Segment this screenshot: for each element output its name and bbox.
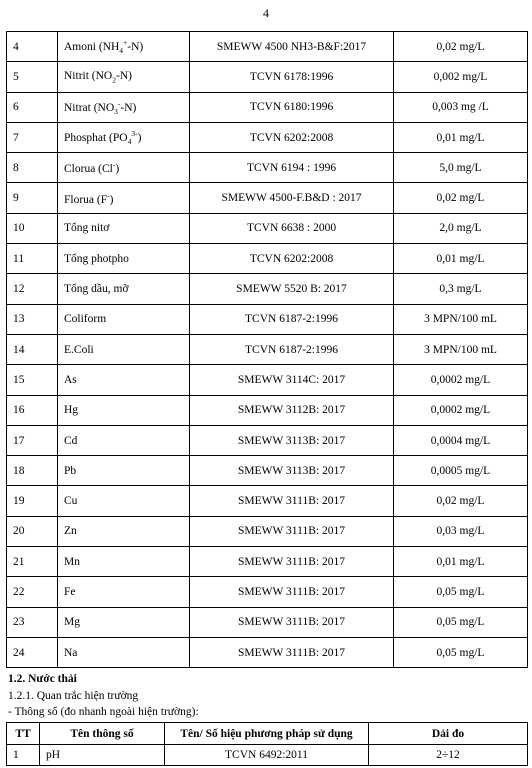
row-number: 13 xyxy=(7,304,58,334)
section-subheading: 1.2.1. Quan trắc hiện trường xyxy=(8,690,139,702)
table-row xyxy=(7,516,528,546)
row-number: 12 xyxy=(7,274,58,304)
row-range: 0,02 mg/L xyxy=(394,183,528,213)
row-range: 0,01 mg/L xyxy=(394,122,528,152)
row-parameter: Nitrit $(NO_2-N)$ xyxy=(58,62,190,92)
row-parameter: Tổng nitơ xyxy=(58,213,190,243)
table-row xyxy=(7,456,528,486)
table-row xyxy=(7,92,528,122)
row-method: SMEWW 3114C: 2017 xyxy=(190,365,394,395)
row-method: TCVN 6187-2:1996 xyxy=(190,304,394,334)
row-parameter: Phosphat $(PO_4^{3-})$ xyxy=(58,122,190,152)
table-row xyxy=(7,32,528,62)
table-row xyxy=(7,577,528,607)
row-range: 0,05 mg/L xyxy=(394,577,528,607)
row-range: 0,003 mg /L xyxy=(394,92,528,122)
row-range: 3 MPN/100 mL xyxy=(394,334,528,364)
row-parameter: Zn xyxy=(58,516,190,546)
row-method: SMEWW 3112B: 2017 xyxy=(190,395,394,425)
table-row xyxy=(7,213,528,243)
row-number: 21 xyxy=(7,547,58,577)
row-range: 0,0002 mg/L xyxy=(394,395,528,425)
row-parameter: Tổng dầu, mỡ xyxy=(58,274,190,304)
row-parameter: Hg xyxy=(58,395,190,425)
table-row xyxy=(7,183,528,213)
row-parameter: Tổng photpho xyxy=(58,244,190,274)
row-number: 19 xyxy=(7,486,58,516)
row-method: TCVN 6180:1996 xyxy=(190,92,394,122)
row-range: 0,02 mg/L xyxy=(394,486,528,516)
methods-table xyxy=(6,31,528,668)
table-row xyxy=(7,607,528,637)
table-row xyxy=(7,153,528,183)
row-number: 10 xyxy=(7,213,58,243)
table-row xyxy=(7,334,528,364)
row-method: TCVN 6202:2008 xyxy=(190,122,394,152)
row-method: SMEWW 4500-F.B&D : 2017 xyxy=(190,183,394,213)
section-heading: 1.2. Nước thải xyxy=(8,673,77,685)
row-range: 0,05 mg/L xyxy=(394,637,528,667)
row-method: SMEWW 3111B: 2017 xyxy=(190,607,394,637)
row-parameter: Fe xyxy=(58,577,190,607)
row-parameter: Pb xyxy=(58,456,190,486)
row-parameter: Cu xyxy=(58,486,190,516)
table-row xyxy=(7,637,528,667)
row-number: 4 xyxy=(7,32,58,62)
table-row xyxy=(7,62,528,92)
row-method: SMEWW 4500 NH3-B&F:2017 xyxy=(190,32,394,62)
row-parameter: Nitrat $(NO_3^--N)$ xyxy=(58,92,190,122)
row-parameter: Na xyxy=(58,637,190,667)
header-range: Dải đo xyxy=(369,723,528,745)
row-range: 0,0005 mg/L xyxy=(394,456,528,486)
row-method: TCVN 6187-2:1996 xyxy=(190,334,394,364)
header-method: Tên/ Số hiệu phương pháp sử dụng xyxy=(165,723,369,745)
row-parameter: As xyxy=(58,365,190,395)
row-method: TCVN 6492:2011 xyxy=(165,745,369,766)
row-range: 0,3 mg/L xyxy=(394,274,528,304)
row-method: SMEWW 3113B: 2017 xyxy=(190,456,394,486)
row-number: 18 xyxy=(7,456,58,486)
row-parameter: E.Coli xyxy=(58,334,190,364)
field-measurement-table xyxy=(6,722,528,766)
table-row xyxy=(7,244,528,274)
header-tt: TT xyxy=(7,723,40,745)
table-row xyxy=(7,395,528,425)
header-param: Tên thông số xyxy=(40,723,165,745)
row-number: 23 xyxy=(7,607,58,637)
row-number: 17 xyxy=(7,425,58,455)
row-number: 5 xyxy=(7,62,58,92)
row-method: SMEWW 3111B: 2017 xyxy=(190,516,394,546)
row-number: 20 xyxy=(7,516,58,546)
row-range: 2÷12 xyxy=(369,745,528,766)
table-row xyxy=(7,304,528,334)
row-range: 0,0002 mg/L xyxy=(394,365,528,395)
table-row xyxy=(7,547,528,577)
row-number: 6 xyxy=(7,92,58,122)
table-row xyxy=(7,274,528,304)
row-number: 1 xyxy=(7,745,40,766)
table-row xyxy=(7,425,528,455)
row-number: 14 xyxy=(7,334,58,364)
row-method: TCVN 6638 : 2000 xyxy=(190,213,394,243)
row-method: SMEWW 5520 B: 2017 xyxy=(190,274,394,304)
table-row xyxy=(7,745,528,766)
row-range: 0,01 mg/L xyxy=(394,244,528,274)
row-number: 15 xyxy=(7,365,58,395)
row-number: 16 xyxy=(7,395,58,425)
row-number: 22 xyxy=(7,577,58,607)
row-parameter: Mn xyxy=(58,547,190,577)
row-parameter: Clorua (Cl-) xyxy=(58,153,190,183)
page-number: 4 xyxy=(263,6,269,20)
row-range: 2,0 mg/L xyxy=(394,213,528,243)
row-method: TCVN 6194 : 1996 xyxy=(190,153,394,183)
row-method: SMEWW 3111B: 2017 xyxy=(190,547,394,577)
row-parameter: Mg xyxy=(58,607,190,637)
table-row xyxy=(7,486,528,516)
row-number: 8 xyxy=(7,153,58,183)
row-range: 0,05 mg/L xyxy=(394,607,528,637)
row-method: TCVN 6202:2008 xyxy=(190,244,394,274)
row-number: 9 xyxy=(7,183,58,213)
table-header-row xyxy=(7,723,528,745)
row-method: SMEWW 3111B: 2017 xyxy=(190,486,394,516)
row-range: 0,0004 mg/L xyxy=(394,425,528,455)
row-range: 5,0 mg/L xyxy=(394,153,528,183)
row-parameter: Florua (F-) xyxy=(58,183,190,213)
row-number: 7 xyxy=(7,122,58,152)
section-note: - Thông số (đo nhanh ngoài hiện trường): xyxy=(8,706,199,718)
row-parameter: Coliform xyxy=(58,304,190,334)
row-parameter: Amoni $(NH_4^+-N)$ xyxy=(58,32,190,62)
row-range: 0,01 mg/L xyxy=(394,547,528,577)
row-number: 24 xyxy=(7,637,58,667)
row-range: 0,02 mg/L xyxy=(394,32,528,62)
row-number: 11 xyxy=(7,244,58,274)
row-range: 0,002 mg/L xyxy=(394,62,528,92)
table-row xyxy=(7,122,528,152)
table-row xyxy=(7,365,528,395)
row-range: 0,03 mg/L xyxy=(394,516,528,546)
row-range: 3 MPN/100 mL xyxy=(394,304,528,334)
row-method: SMEWW 3111B: 2017 xyxy=(190,637,394,667)
row-parameter: Cd xyxy=(58,425,190,455)
row-method: SMEWW 3111B: 2017 xyxy=(190,577,394,607)
row-method: TCVN 6178:1996 xyxy=(190,62,394,92)
row-method: SMEWW 3113B: 2017 xyxy=(190,425,394,455)
row-parameter: pH xyxy=(40,745,165,766)
